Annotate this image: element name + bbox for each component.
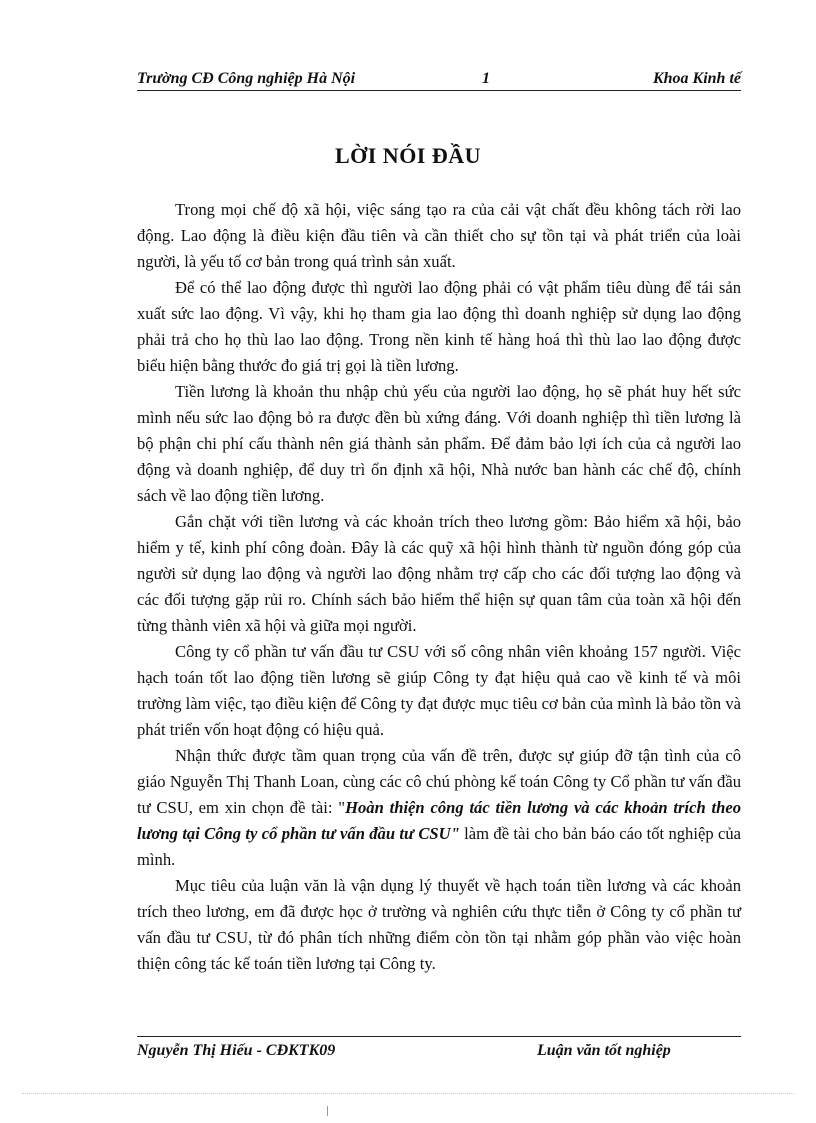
thesis-topic: Hoàn thiện công tác tiền lương và các khoản trích theo lương tại Công ty cổ phần tư vấn đầu tư CSU" bbox=[137, 798, 741, 843]
paragraph: Công ty cổ phần tư vấn đầu tư CSU với số công nhân viên khoảng 157 người. Việc hạch toán tốt lao động tiền lương sẽ giúp Công ty đạt hiệu quả cao về kinh tế và môi trường làm việc, tạo điều kiện để Công ty đạt được mục tiêu cơ bản của mình là bảo tồn và phát triển vốn hoạt động có hiệu quả. bbox=[137, 642, 741, 739]
paragraph: Tiền lương là khoản thu nhập chủ yếu của người lao động, họ sẽ phát huy hết sức mình nếu sức lao động bỏ ra được đền bù xứng đáng. Với doanh nghiệp thì tiền lương là bộ phận chi phí cấu thành nên giá thành sản phẩm. Để đảm bảo lợi ích của cả người lao động và doanh nghiệp, để duy trì ổn định xã hội, Nhà nước ban hành các chế độ, chính sách về lao động tiền lương. bbox=[137, 382, 741, 505]
document-body bbox=[137, 197, 741, 977]
paragraph: Để có thể lao động được thì người lao động phải có vật phẩm tiêu dùng để tái sản xuất sức lao động. Vì vậy, khi họ tham gia lao động thì doanh nghiệp sử dụng lao động phải trả cho họ thù lao lao động. Trong nền kinh tế hàng hoá thì thù lao lao động được biểu hiện bằng thước đo giá trị gọi là tiền lương. bbox=[137, 278, 741, 375]
topic-lead: Nhận thức được tầm quan trọng của vấn đề trên, được sự giúp đỡ tận tình của cô giáo Nguyễn Thị Thanh Loan, cùng các cô chú phòng kế toán Công ty Cổ phần tư vấn đầu tư CSU, em xin chọn đề tài: " bbox=[137, 746, 741, 817]
paragraph-topic bbox=[137, 743, 741, 873]
page-tick-mark bbox=[327, 1106, 328, 1116]
header-department: Khoa Kinh tế bbox=[652, 70, 741, 87]
paragraph: Trong mọi chế độ xã hội, việc sáng tạo ra của cải vật chất đều không tách rời lao động. Lao động là điều kiện đầu tiên và cần thiết cho sự tồn tại và phát triển của loài người, là yếu tố cơ bản trong quá trình sản xuất. bbox=[137, 200, 741, 271]
page-title: LỜI NÓI ĐẦU bbox=[334, 143, 482, 168]
header-school: Trường CĐ Công nghiệp Hà Nội bbox=[137, 70, 356, 87]
paragraph: Gắn chặt với tiền lương và các khoản trích theo lương gồm: Bảo hiểm xã hội, bảo hiểm y tế, kinh phí công đoàn. Đây là các quỹ xã hội hình thành từ nguồn đóng góp của người sử dụng lao động và người lao động nhằm trợ cấp cho các đối tượng lao động và các đối tượng gặp rủi ro. Chính sách bảo hiểm thể hiện sự quan tâm của toàn xã hội đến từng thành viên xã hội và giữa mọi người. bbox=[137, 512, 741, 635]
page-header bbox=[137, 70, 741, 91]
topic-tail: làm đề tài cho bản báo cáo tốt nghiệp của mình. bbox=[137, 824, 741, 869]
paragraph: Mục tiêu của luận văn là vận dụng lý thuyết về hạch toán tiền lương và các khoản trích theo lương, em đã được học ở trường và nghiên cứu thực tiễn ở Công ty cổ phần tư vấn đầu tư CSU, từ đó phân tích những điểm còn tồn tại nhằm góp phần vào việc hoàn thiện công tác kế toán tiền lương tại Công ty. bbox=[137, 876, 741, 973]
footer-doc-type: Luận văn tốt nghiệp bbox=[537, 1042, 671, 1058]
footer-divider bbox=[137, 1036, 741, 1037]
header-page-number: 1 bbox=[482, 70, 490, 87]
page-footer bbox=[137, 1042, 741, 1058]
footer-author: Nguyễn Thị Hiếu - CĐKTK09 bbox=[137, 1042, 336, 1058]
page-bottom-divider bbox=[22, 1093, 794, 1094]
